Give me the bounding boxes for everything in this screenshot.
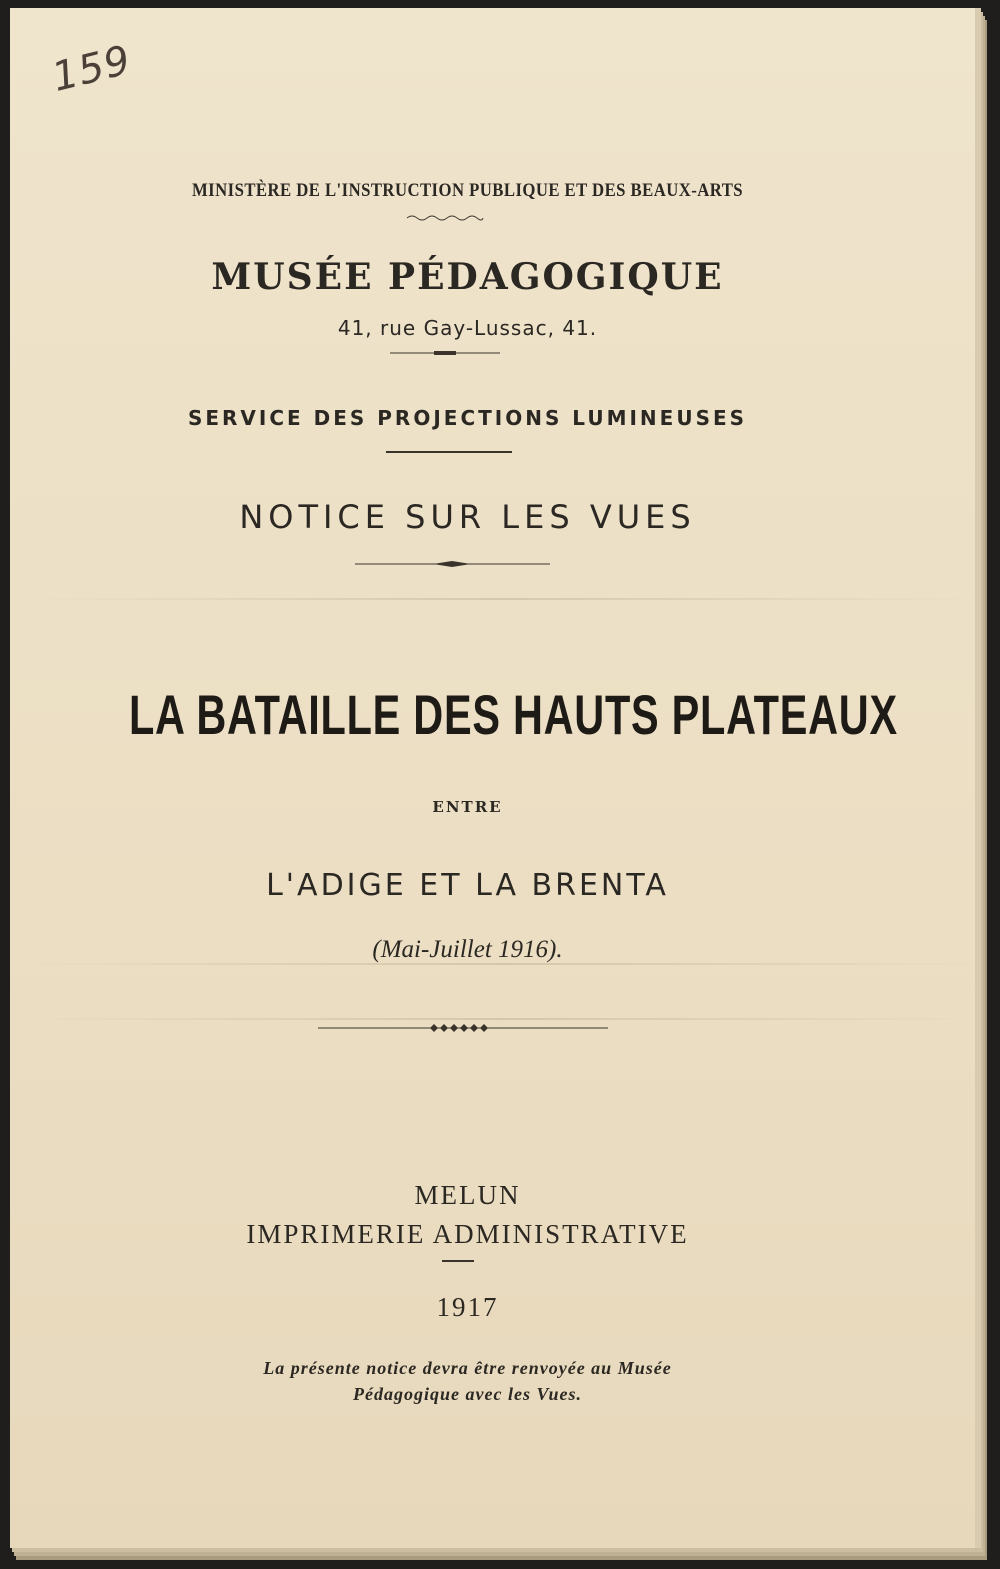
subtitle: L'ADIGE ET LA BRENTA xyxy=(266,868,669,903)
diamond-divider xyxy=(318,1022,608,1034)
paper-crease xyxy=(20,598,985,600)
document-page xyxy=(10,8,981,1548)
small-ornament-divider xyxy=(390,348,500,358)
notice-title: NOTICE SUR LES VUES xyxy=(239,498,696,536)
wavy-divider xyxy=(405,213,485,223)
imprint-printer: IMPRIMERIE ADMINISTRATIVE xyxy=(246,1219,689,1249)
between-label: ENTRE xyxy=(432,798,503,816)
return-notice-line-1: La présente notice devra être renvoyée au Musée xyxy=(263,1358,672,1378)
paper-crease xyxy=(20,1018,985,1020)
service-heading: SERVICE DES PROJECTIONS LUMINEUSES xyxy=(187,406,748,430)
main-title: LA BATAILLE DES HAUTS PLATEAUX xyxy=(128,683,898,746)
ornament-divider xyxy=(355,558,550,570)
ministry-heading: MINISTÈRE DE L'INSTRUCTION PUBLIQUE ET DES BEAUX-ARTS xyxy=(191,180,744,201)
divider-rule xyxy=(386,451,512,453)
short-rule xyxy=(442,1260,474,1262)
imprint-city: MELUN xyxy=(414,1180,521,1210)
return-notice-line-2: Pédagogique avec les Vues. xyxy=(353,1384,582,1404)
museum-title: MUSÉE PÉDAGOGIQUE xyxy=(211,256,724,298)
handwritten-number: 159 xyxy=(47,37,136,101)
museum-address: 41, rue Gay-Lussac, 41. xyxy=(337,316,598,340)
imprint-year: 1917 xyxy=(436,1292,499,1322)
date-range: (Mai-Juillet 1916). xyxy=(372,936,563,963)
